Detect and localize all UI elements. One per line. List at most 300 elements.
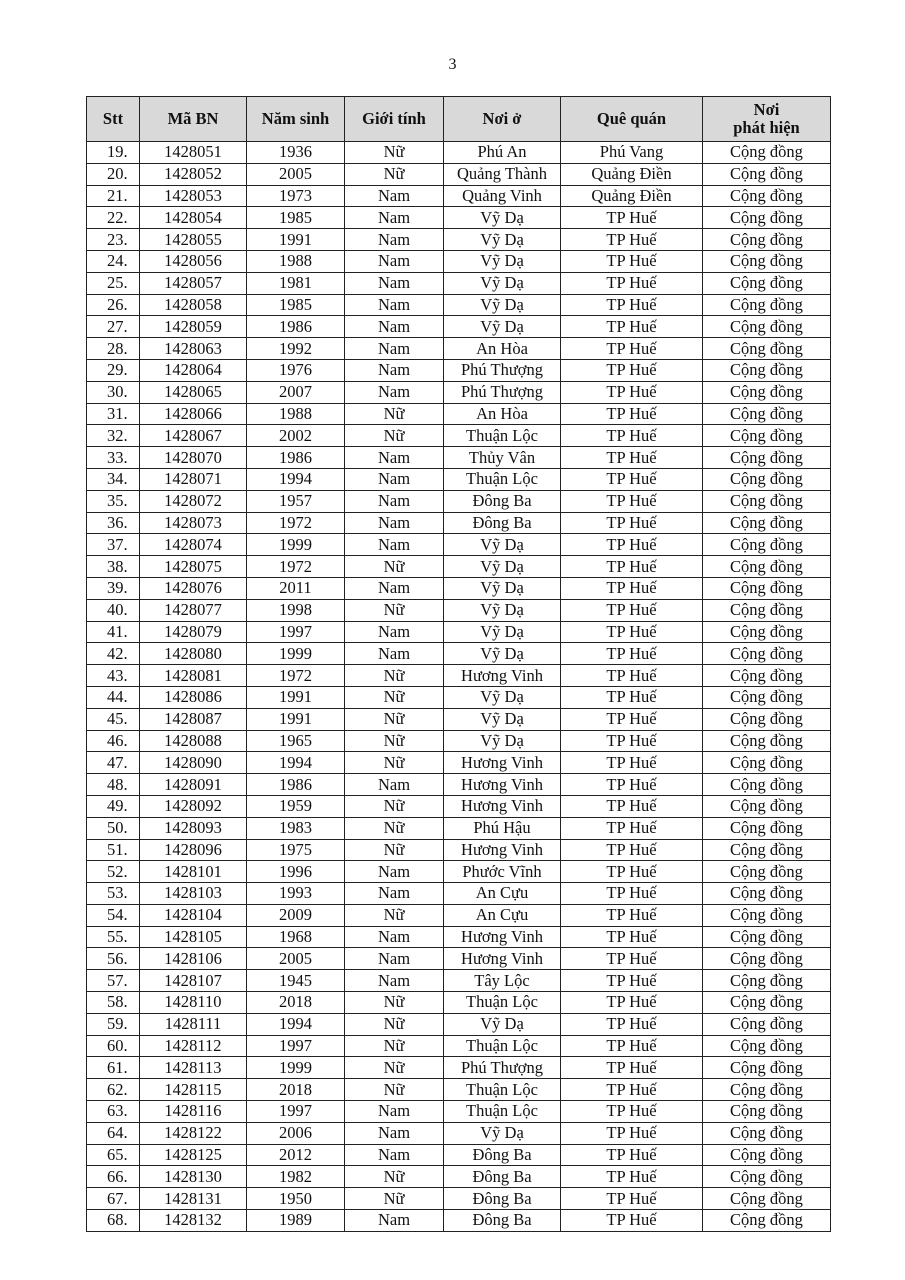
cell-noi-phat-hien: Cộng đồng (703, 926, 831, 948)
table-row (87, 883, 831, 905)
cell-ma-bn: 1428065 (140, 381, 247, 403)
cell-ma-bn: 1428111 (140, 1013, 247, 1035)
cell-que-quan: TP Huế (561, 599, 703, 621)
cell-noi-phat-hien: Cộng đồng (703, 1188, 831, 1210)
header-noi-o: Nơi ở (444, 97, 561, 142)
cell-que-quan: TP Huế (561, 948, 703, 970)
cell-gioi-tinh: Nam (345, 272, 444, 294)
cell-ma-bn: 1428131 (140, 1188, 247, 1210)
cell-noi-phat-hien: Cộng đồng (703, 316, 831, 338)
cell-gioi-tinh: Nam (345, 577, 444, 599)
cell-stt: 66. (87, 1166, 140, 1188)
cell-gioi-tinh: Nữ (345, 708, 444, 730)
cell-noi-phat-hien: Cộng đồng (703, 665, 831, 687)
cell-stt: 58. (87, 992, 140, 1014)
cell-noi-phat-hien: Cộng đồng (703, 250, 831, 272)
cell-gioi-tinh: Nữ (345, 556, 444, 578)
table-row (87, 1144, 831, 1166)
cell-stt: 35. (87, 490, 140, 512)
table-row (87, 970, 831, 992)
table-row (87, 556, 831, 578)
cell-gioi-tinh: Nam (345, 861, 444, 883)
cell-noi-phat-hien: Cộng đồng (703, 992, 831, 1014)
cell-stt: 50. (87, 817, 140, 839)
cell-stt: 37. (87, 534, 140, 556)
cell-ma-bn: 1428055 (140, 229, 247, 251)
cell-que-quan: TP Huế (561, 730, 703, 752)
cell-ma-bn: 1428105 (140, 926, 247, 948)
cell-noi-o: An Cựu (444, 883, 561, 905)
header-noi-phat-hien (703, 97, 831, 142)
table-body (87, 142, 831, 1232)
cell-gioi-tinh: Nam (345, 1144, 444, 1166)
cell-nam-sinh: 1983 (247, 817, 345, 839)
cell-nam-sinh: 1999 (247, 643, 345, 665)
cell-noi-phat-hien: Cộng đồng (703, 185, 831, 207)
cell-noi-o: Thuận Lộc (444, 425, 561, 447)
cell-nam-sinh: 2005 (247, 948, 345, 970)
cell-que-quan: TP Huế (561, 381, 703, 403)
cell-noi-o: Đông Ba (444, 1210, 561, 1232)
cell-noi-phat-hien: Cộng đồng (703, 447, 831, 469)
cell-ma-bn: 1428087 (140, 708, 247, 730)
cell-ma-bn: 1428052 (140, 163, 247, 185)
table-row (87, 468, 831, 490)
cell-noi-phat-hien: Cộng đồng (703, 621, 831, 643)
cell-noi-phat-hien: Cộng đồng (703, 142, 831, 164)
cell-que-quan: TP Huế (561, 643, 703, 665)
cell-nam-sinh: 1973 (247, 185, 345, 207)
cell-ma-bn: 1428096 (140, 839, 247, 861)
cell-noi-phat-hien: Cộng đồng (703, 1144, 831, 1166)
cell-gioi-tinh: Nam (345, 1101, 444, 1123)
cell-stt: 68. (87, 1210, 140, 1232)
cell-noi-phat-hien: Cộng đồng (703, 752, 831, 774)
table-row (87, 817, 831, 839)
table-row (87, 992, 831, 1014)
cell-noi-phat-hien: Cộng đồng (703, 272, 831, 294)
cell-stt: 21. (87, 185, 140, 207)
cell-nam-sinh: 1972 (247, 665, 345, 687)
cell-ma-bn: 1428107 (140, 970, 247, 992)
cell-noi-phat-hien: Cộng đồng (703, 904, 831, 926)
cell-gioi-tinh: Nam (345, 294, 444, 316)
cell-noi-o: An Hòa (444, 403, 561, 425)
cell-que-quan: TP Huế (561, 883, 703, 905)
cell-que-quan: TP Huế (561, 425, 703, 447)
cell-que-quan: Quảng Điền (561, 163, 703, 185)
table-row (87, 490, 831, 512)
cell-nam-sinh: 1994 (247, 1013, 345, 1035)
cell-ma-bn: 1428063 (140, 338, 247, 360)
cell-gioi-tinh: Nữ (345, 795, 444, 817)
cell-que-quan: TP Huế (561, 468, 703, 490)
cell-noi-phat-hien: Cộng đồng (703, 1210, 831, 1232)
table-row (87, 1013, 831, 1035)
cell-gioi-tinh: Nữ (345, 142, 444, 164)
table-row (87, 730, 831, 752)
cell-stt: 62. (87, 1079, 140, 1101)
table-row (87, 1188, 831, 1210)
cell-stt: 63. (87, 1101, 140, 1123)
cell-gioi-tinh: Nữ (345, 1079, 444, 1101)
cell-gioi-tinh: Nam (345, 447, 444, 469)
cell-que-quan: TP Huế (561, 229, 703, 251)
cell-stt: 23. (87, 229, 140, 251)
cell-nam-sinh: 1997 (247, 1035, 345, 1057)
cell-gioi-tinh: Nam (345, 534, 444, 556)
cell-que-quan: TP Huế (561, 621, 703, 643)
cell-nam-sinh: 1965 (247, 730, 345, 752)
cell-que-quan: TP Huế (561, 861, 703, 883)
cell-noi-o: Hương Vinh (444, 752, 561, 774)
cell-noi-o: Thuận Lộc (444, 468, 561, 490)
cell-nam-sinh: 1976 (247, 359, 345, 381)
cell-que-quan: TP Huế (561, 359, 703, 381)
cell-noi-o: Hương Vinh (444, 839, 561, 861)
cell-nam-sinh: 2012 (247, 1144, 345, 1166)
cell-nam-sinh: 1991 (247, 708, 345, 730)
cell-stt: 26. (87, 294, 140, 316)
cell-gioi-tinh: Nam (345, 468, 444, 490)
cell-noi-phat-hien: Cộng đồng (703, 359, 831, 381)
cell-stt: 59. (87, 1013, 140, 1035)
cell-ma-bn: 1428074 (140, 534, 247, 556)
cell-nam-sinh: 2011 (247, 577, 345, 599)
cell-noi-o: Vỹ Dạ (444, 686, 561, 708)
cell-stt: 25. (87, 272, 140, 294)
cell-gioi-tinh: Nam (345, 316, 444, 338)
header-noi-phat-hien-line2: phát hiện (733, 118, 800, 137)
cell-ma-bn: 1428081 (140, 665, 247, 687)
table-row (87, 904, 831, 926)
cell-noi-o: Đông Ba (444, 512, 561, 534)
cell-nam-sinh: 1999 (247, 1057, 345, 1079)
cell-noi-o: Hương Vinh (444, 948, 561, 970)
cell-nam-sinh: 1959 (247, 795, 345, 817)
cell-stt: 64. (87, 1122, 140, 1144)
cell-nam-sinh: 1994 (247, 752, 345, 774)
cell-ma-bn: 1428073 (140, 512, 247, 534)
cell-ma-bn: 1428080 (140, 643, 247, 665)
cell-nam-sinh: 1985 (247, 294, 345, 316)
cell-nam-sinh: 1981 (247, 272, 345, 294)
cell-noi-phat-hien: Cộng đồng (703, 774, 831, 796)
cell-gioi-tinh: Nam (345, 774, 444, 796)
table-row (87, 599, 831, 621)
cell-stt: 34. (87, 468, 140, 490)
table-row (87, 163, 831, 185)
cell-que-quan: TP Huế (561, 1035, 703, 1057)
header-que-quan: Quê quán (561, 97, 703, 142)
cell-gioi-tinh: Nữ (345, 163, 444, 185)
cell-que-quan: TP Huế (561, 1188, 703, 1210)
cell-noi-phat-hien: Cộng đồng (703, 817, 831, 839)
cell-ma-bn: 1428122 (140, 1122, 247, 1144)
cell-nam-sinh: 1992 (247, 338, 345, 360)
cell-que-quan: TP Huế (561, 294, 703, 316)
cell-ma-bn: 1428067 (140, 425, 247, 447)
cell-noi-o: Vỹ Dạ (444, 599, 561, 621)
cell-stt: 49. (87, 795, 140, 817)
cell-stt: 54. (87, 904, 140, 926)
cell-gioi-tinh: Nam (345, 1210, 444, 1232)
cell-noi-phat-hien: Cộng đồng (703, 948, 831, 970)
cell-que-quan: TP Huế (561, 447, 703, 469)
cell-que-quan: TP Huế (561, 272, 703, 294)
cell-stt: 29. (87, 359, 140, 381)
cell-stt: 43. (87, 665, 140, 687)
cell-stt: 38. (87, 556, 140, 578)
cell-ma-bn: 1428132 (140, 1210, 247, 1232)
cell-stt: 30. (87, 381, 140, 403)
cell-que-quan: TP Huế (561, 1166, 703, 1188)
cell-noi-phat-hien: Cộng đồng (703, 643, 831, 665)
cell-noi-o: Vỹ Dạ (444, 621, 561, 643)
cell-noi-phat-hien: Cộng đồng (703, 490, 831, 512)
cell-noi-phat-hien: Cộng đồng (703, 381, 831, 403)
table-row (87, 425, 831, 447)
cell-noi-phat-hien: Cộng đồng (703, 207, 831, 229)
table-row (87, 926, 831, 948)
cell-que-quan: TP Huế (561, 1079, 703, 1101)
cell-stt: 47. (87, 752, 140, 774)
cell-noi-phat-hien: Cộng đồng (703, 839, 831, 861)
cell-noi-o: Vỹ Dạ (444, 708, 561, 730)
cell-noi-o: Vỹ Dạ (444, 294, 561, 316)
cell-gioi-tinh: Nam (345, 381, 444, 403)
cell-noi-o: Phú Thượng (444, 381, 561, 403)
cell-noi-o: Vỹ Dạ (444, 250, 561, 272)
cell-nam-sinh: 1945 (247, 970, 345, 992)
cell-que-quan: TP Huế (561, 992, 703, 1014)
cell-ma-bn: 1428086 (140, 686, 247, 708)
table-row (87, 229, 831, 251)
cell-nam-sinh: 2018 (247, 1079, 345, 1101)
cell-noi-o: Vỹ Dạ (444, 1013, 561, 1035)
cell-stt: 32. (87, 425, 140, 447)
cell-noi-phat-hien: Cộng đồng (703, 795, 831, 817)
cell-noi-phat-hien: Cộng đồng (703, 512, 831, 534)
cell-que-quan: TP Huế (561, 1122, 703, 1144)
cell-noi-phat-hien: Cộng đồng (703, 1122, 831, 1144)
cell-nam-sinh: 2006 (247, 1122, 345, 1144)
cell-gioi-tinh: Nữ (345, 665, 444, 687)
cell-stt: 55. (87, 926, 140, 948)
cell-stt: 40. (87, 599, 140, 621)
cell-stt: 41. (87, 621, 140, 643)
cell-nam-sinh: 1998 (247, 599, 345, 621)
cell-gioi-tinh: Nam (345, 926, 444, 948)
cell-noi-phat-hien: Cộng đồng (703, 229, 831, 251)
table-row (87, 1079, 831, 1101)
cell-ma-bn: 1428051 (140, 142, 247, 164)
cell-gioi-tinh: Nữ (345, 1057, 444, 1079)
cell-noi-phat-hien: Cộng đồng (703, 1013, 831, 1035)
cell-gioi-tinh: Nữ (345, 904, 444, 926)
cell-ma-bn: 1428090 (140, 752, 247, 774)
cell-noi-o: Đông Ba (444, 1144, 561, 1166)
cell-noi-o: Vỹ Dạ (444, 643, 561, 665)
cell-noi-o: Phú An (444, 142, 561, 164)
cell-ma-bn: 1428130 (140, 1166, 247, 1188)
cell-nam-sinh: 1991 (247, 686, 345, 708)
cell-gioi-tinh: Nữ (345, 599, 444, 621)
cell-nam-sinh: 1986 (247, 447, 345, 469)
cell-gioi-tinh: Nam (345, 1122, 444, 1144)
cell-ma-bn: 1428064 (140, 359, 247, 381)
table-row (87, 665, 831, 687)
cell-ma-bn: 1428088 (140, 730, 247, 752)
cell-stt: 57. (87, 970, 140, 992)
table-header-row (87, 97, 831, 142)
cell-noi-o: Hương Vinh (444, 774, 561, 796)
cell-gioi-tinh: Nam (345, 490, 444, 512)
table-row (87, 1101, 831, 1123)
header-ma-bn: Mã BN (140, 97, 247, 142)
cell-nam-sinh: 1999 (247, 534, 345, 556)
table-row (87, 1057, 831, 1079)
cell-noi-phat-hien: Cộng đồng (703, 338, 831, 360)
cell-nam-sinh: 1986 (247, 774, 345, 796)
cell-stt: 27. (87, 316, 140, 338)
table-row (87, 1035, 831, 1057)
cell-que-quan: TP Huế (561, 839, 703, 861)
cell-stt: 52. (87, 861, 140, 883)
cell-stt: 48. (87, 774, 140, 796)
cell-gioi-tinh: Nữ (345, 686, 444, 708)
table-row (87, 577, 831, 599)
cell-que-quan: TP Huế (561, 338, 703, 360)
cell-nam-sinh: 1996 (247, 861, 345, 883)
cell-gioi-tinh: Nữ (345, 992, 444, 1014)
cell-que-quan: TP Huế (561, 665, 703, 687)
patient-table (86, 96, 831, 1232)
page-number: 3 (448, 56, 457, 73)
cell-stt: 24. (87, 250, 140, 272)
cell-noi-phat-hien: Cộng đồng (703, 534, 831, 556)
cell-gioi-tinh: Nam (345, 883, 444, 905)
cell-stt: 22. (87, 207, 140, 229)
cell-nam-sinh: 1985 (247, 207, 345, 229)
cell-noi-phat-hien: Cộng đồng (703, 425, 831, 447)
cell-ma-bn: 1428112 (140, 1035, 247, 1057)
cell-que-quan: TP Huế (561, 708, 703, 730)
cell-nam-sinh: 2009 (247, 904, 345, 926)
table-row (87, 621, 831, 643)
cell-noi-o: Hương Vinh (444, 795, 561, 817)
cell-noi-o: Đông Ba (444, 490, 561, 512)
cell-que-quan: TP Huế (561, 403, 703, 425)
cell-gioi-tinh: Nữ (345, 425, 444, 447)
table-row (87, 948, 831, 970)
cell-stt: 65. (87, 1144, 140, 1166)
cell-que-quan: TP Huế (561, 1057, 703, 1079)
cell-ma-bn: 1428077 (140, 599, 247, 621)
table-row (87, 250, 831, 272)
cell-ma-bn: 1428070 (140, 447, 247, 469)
cell-noi-o: Vỹ Dạ (444, 207, 561, 229)
cell-que-quan: TP Huế (561, 1101, 703, 1123)
cell-que-quan: TP Huế (561, 970, 703, 992)
cell-noi-o: Thuận Lộc (444, 992, 561, 1014)
cell-stt: 31. (87, 403, 140, 425)
cell-ma-bn: 1428071 (140, 468, 247, 490)
cell-nam-sinh: 2018 (247, 992, 345, 1014)
cell-noi-o: Phước Vĩnh (444, 861, 561, 883)
cell-noi-phat-hien: Cộng đồng (703, 883, 831, 905)
cell-stt: 44. (87, 686, 140, 708)
cell-noi-phat-hien: Cộng đồng (703, 970, 831, 992)
cell-noi-phat-hien: Cộng đồng (703, 577, 831, 599)
cell-gioi-tinh: Nữ (345, 730, 444, 752)
table-row (87, 861, 831, 883)
cell-nam-sinh: 1991 (247, 229, 345, 251)
cell-gioi-tinh: Nam (345, 229, 444, 251)
cell-stt: 61. (87, 1057, 140, 1079)
cell-gioi-tinh: Nam (345, 359, 444, 381)
cell-nam-sinh: 1968 (247, 926, 345, 948)
cell-noi-phat-hien: Cộng đồng (703, 599, 831, 621)
cell-noi-o: Tây Lộc (444, 970, 561, 992)
cell-noi-o: Vỹ Dạ (444, 577, 561, 599)
cell-gioi-tinh: Nữ (345, 1188, 444, 1210)
cell-ma-bn: 1428104 (140, 904, 247, 926)
cell-ma-bn: 1428101 (140, 861, 247, 883)
cell-ma-bn: 1428093 (140, 817, 247, 839)
cell-que-quan: TP Huế (561, 556, 703, 578)
cell-que-quan: TP Huế (561, 795, 703, 817)
cell-que-quan: Quảng Điền (561, 185, 703, 207)
cell-stt: 28. (87, 338, 140, 360)
cell-noi-phat-hien: Cộng đồng (703, 686, 831, 708)
cell-ma-bn: 1428092 (140, 795, 247, 817)
cell-noi-phat-hien: Cộng đồng (703, 1166, 831, 1188)
cell-que-quan: Phú Vang (561, 142, 703, 164)
table-row (87, 839, 831, 861)
cell-noi-phat-hien: Cộng đồng (703, 403, 831, 425)
cell-que-quan: TP Huế (561, 1013, 703, 1035)
cell-gioi-tinh: Nam (345, 338, 444, 360)
cell-stt: 20. (87, 163, 140, 185)
cell-gioi-tinh: Nam (345, 643, 444, 665)
table-row (87, 338, 831, 360)
table-row (87, 512, 831, 534)
cell-ma-bn: 1428079 (140, 621, 247, 643)
cell-que-quan: TP Huế (561, 207, 703, 229)
table-row (87, 142, 831, 164)
cell-que-quan: TP Huế (561, 752, 703, 774)
cell-stt: 67. (87, 1188, 140, 1210)
cell-noi-phat-hien: Cộng đồng (703, 730, 831, 752)
cell-que-quan: TP Huế (561, 577, 703, 599)
cell-noi-phat-hien: Cộng đồng (703, 1079, 831, 1101)
cell-noi-phat-hien: Cộng đồng (703, 163, 831, 185)
cell-nam-sinh: 1986 (247, 316, 345, 338)
cell-que-quan: TP Huế (561, 904, 703, 926)
cell-stt: 56. (87, 948, 140, 970)
cell-que-quan: TP Huế (561, 316, 703, 338)
cell-que-quan: TP Huế (561, 512, 703, 534)
cell-nam-sinh: 1972 (247, 512, 345, 534)
cell-noi-o: Vỹ Dạ (444, 730, 561, 752)
table-row (87, 207, 831, 229)
table-row (87, 447, 831, 469)
cell-ma-bn: 1428059 (140, 316, 247, 338)
cell-gioi-tinh: Nữ (345, 752, 444, 774)
cell-noi-o: Thủy Vân (444, 447, 561, 469)
cell-noi-phat-hien: Cộng đồng (703, 556, 831, 578)
